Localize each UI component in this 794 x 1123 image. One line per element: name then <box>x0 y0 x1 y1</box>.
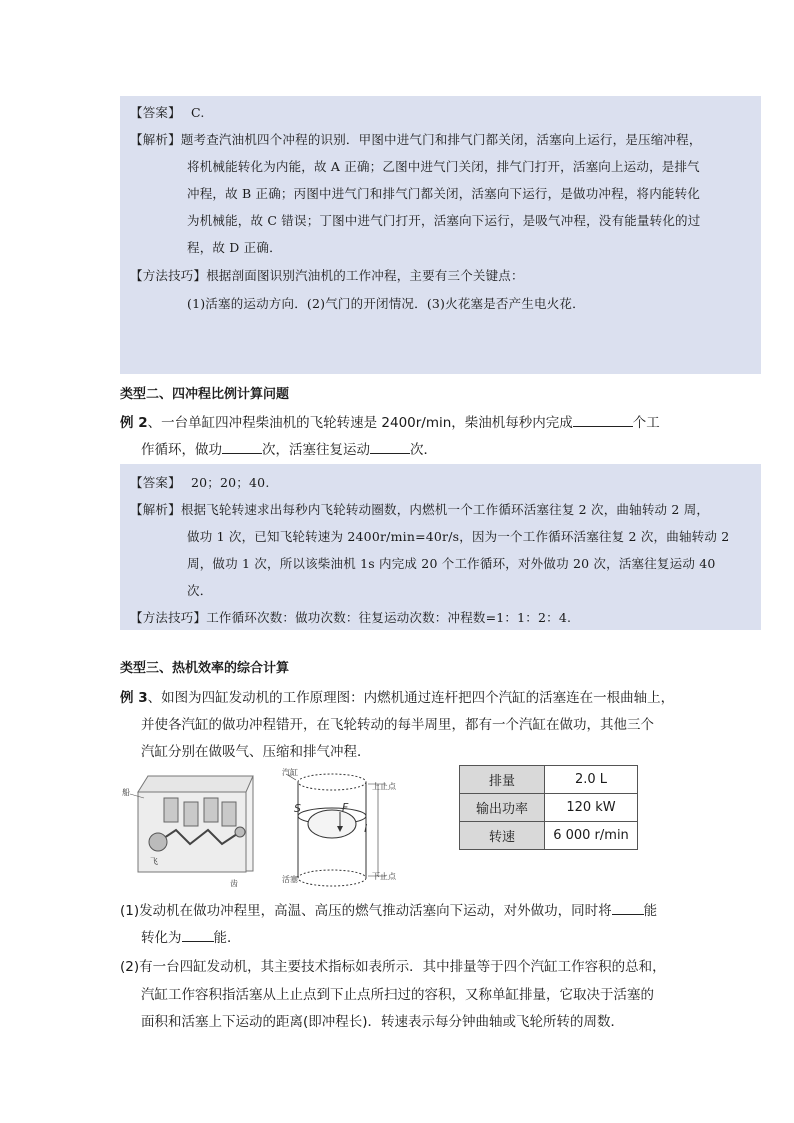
example2-question-line2 <box>141 438 437 458</box>
analysis2-text: 根据飞轮转速求出每秒内飞轮转动圈数，内燃机一个工作循环活塞往复 2 次，曲轴转动 2 周， <box>180 502 710 517</box>
analysis-line-2: 将机械能转化为内能，故 A 正确；乙图中进气门关闭，排气门打开，活塞向上运动，是排气 <box>187 159 700 174</box>
analysis2-label: 【解析】 <box>130 502 181 517</box>
label-piston: 活塞 <box>282 875 298 884</box>
answer2-value: 20；20；40. <box>191 475 270 490</box>
method2-line <box>130 608 571 626</box>
spec-key: 转速 <box>460 822 545 850</box>
table-row <box>460 766 638 794</box>
example2-text-3: 作循环，做功 <box>141 442 222 458</box>
answer-blank-reciprocate[interactable] <box>370 440 410 454</box>
label-left-a: 船 <box>122 788 130 797</box>
analysis2-line-2: 做功 1 次，已知飞轮转速为 2400r/min=40r/s，因为一个工作循环活塞往复 2 次，曲轴转动 2 <box>187 529 730 544</box>
engine-block-figure <box>118 770 258 890</box>
answer-label: 【答案】 <box>130 105 181 120</box>
answer-value: C. <box>191 105 205 120</box>
type3-heading: 类型三、热机效率的综合计算 <box>120 661 290 676</box>
example2-question-line1 <box>120 411 660 431</box>
analysis-line-1 <box>130 130 702 148</box>
subquestion-2-line1: (2)有一台四缸发动机，其主要技术指标如表所示．其中排量等于四个汽缸工作容积的总和， <box>120 959 666 975</box>
subquestion-1-text-d: 能． <box>213 930 241 946</box>
label-left-c: 齿 <box>230 879 238 888</box>
example3-line1 <box>120 686 674 706</box>
method-points: (1)活塞的运动方向．(2)气门的开闭情况．(3)火花塞是否产生电火花． <box>187 296 585 311</box>
method2-label: 【方法技巧】 <box>130 610 207 625</box>
example3-line2: 并使各汽缸的做功冲程错开，在飞轮转动的每半周里，都有一个汽缸在做功，其他三个 <box>141 717 654 733</box>
label-left-b: 飞 <box>150 857 158 866</box>
subquestion-2-line3: 面积和活塞上下运动的距离(即冲程长)．转速表示每分钟曲轴或飞轮所转的周数． <box>141 1014 625 1030</box>
analysis-text: 题考查汽油机四个冲程的识别．甲图中进气门和排气门都关闭，活塞向上运行，是压缩冲程， <box>180 132 702 147</box>
analysis-line-4: 为机械能，故 C 错误；丁图中进气门打开，活塞向下运行，是吸气冲程，没有能量转化的过 <box>187 213 701 228</box>
subquestion-1-text: (1)发动机在做功冲程里，高温、高压的燃气推动活塞向下运动，对外做功，同时将 <box>120 903 612 919</box>
method-label: 【方法技巧】 <box>130 268 207 283</box>
subquestion-2-line2: 汽缸工作容积指活塞从上止点到下止点所扫过的容积，又称单缸排量，它取决于活塞的 <box>141 987 654 1003</box>
spec-value: 120 kW <box>545 794 638 822</box>
label-length-l: l <box>364 822 368 835</box>
analysis-line-3: 冲程，故 B 正确；丙图中进气门和排气门都关闭，活塞向下运行，是做功冲程，将内能转化 <box>187 186 701 201</box>
spec-value: 2.0 L <box>545 766 638 794</box>
example3-label: 例 3 <box>120 690 148 706</box>
type2-heading: 类型二、四冲程比例计算问题 <box>120 387 290 402</box>
answer-blank-cycles[interactable] <box>573 413 633 427</box>
analysis2-line-3: 周，做功 1 次，所以该柴油机 1s 内完成 20 个工作循环，对外做功 20 次，活塞往复运动 40 <box>187 556 716 571</box>
example2-text-2: 个工 <box>632 415 660 431</box>
label-top-dead-center: 上止点 <box>372 782 396 791</box>
answer2-line <box>130 473 270 491</box>
answer-line-1 <box>130 103 205 121</box>
method-line <box>130 266 524 284</box>
spec-key: 排量 <box>460 766 545 794</box>
analysis-label: 【解析】 <box>130 132 181 147</box>
label-cylinder: 汽缸 <box>282 768 298 777</box>
label-area-s: S <box>294 802 301 815</box>
subquestion-1-text-b: 能 <box>643 903 658 919</box>
example3-line3: 汽缸分别在做吸气、压缩和排气冲程． <box>141 744 371 760</box>
answer-blank-energy-to[interactable] <box>182 928 214 942</box>
subquestion-1-line1 <box>120 899 657 919</box>
analysis2-line-1 <box>130 500 709 518</box>
spec-key: 输出功率 <box>460 794 545 822</box>
analysis-line-5: 程，故 D 正确． <box>187 240 282 255</box>
answer-blank-work[interactable] <box>222 440 262 454</box>
table-row <box>460 822 638 850</box>
subquestion-1-line2 <box>141 926 241 946</box>
example3-text: 、如图为四缸发动机的工作原理图：内燃机通过连杆把四个汽缸的活塞连在一根曲轴上， <box>147 690 675 706</box>
answer-blank-energy-from[interactable] <box>612 901 644 915</box>
example2-text-4: 次，活塞往复运动 <box>262 442 370 458</box>
example2-text-5: 次． <box>410 442 437 458</box>
analysis2-line-4: 次． <box>187 583 213 598</box>
table-row <box>460 794 638 822</box>
engine-spec-table <box>459 765 638 850</box>
label-force-f: F <box>342 801 349 814</box>
example2-text: 、一台单缸四冲程柴油机的飞轮转速是 2400r/min，柴油机每秒内完成 <box>147 415 573 431</box>
subquestion-1-text-c: 转化为 <box>141 930 182 946</box>
method-text: 根据剖面图识别汽油机的工作冲程，主要有三个关键点： <box>206 268 524 283</box>
answer2-label: 【答案】 <box>130 475 181 490</box>
spec-value: 6 000 r/min <box>545 822 638 850</box>
method2-text: 工作循环次数：做功次数：往复运动次数：冲程数=1：1：2：4. <box>206 610 572 625</box>
label-bottom-dead-center: 下止点 <box>372 872 396 881</box>
example2-label: 例 2 <box>120 415 148 431</box>
